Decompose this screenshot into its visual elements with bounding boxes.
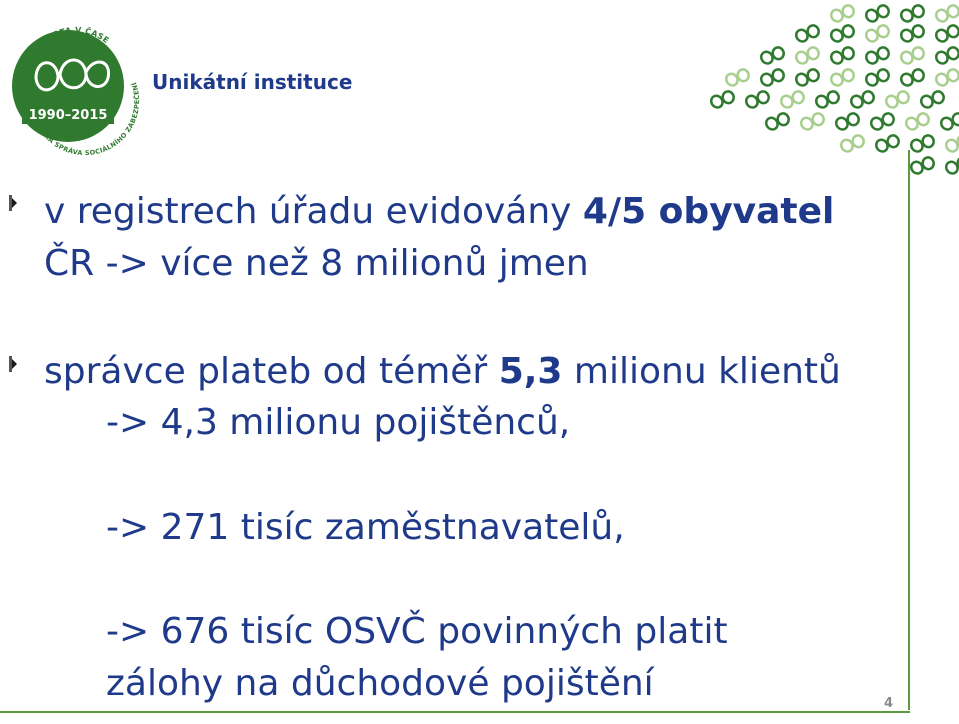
logo-years: 1990–2015	[28, 108, 108, 123]
tree-trunk-line	[908, 150, 910, 710]
bullet-icon	[8, 195, 18, 211]
leaf-icon	[840, 134, 866, 153]
leaf-icon	[910, 156, 936, 175]
leaf-icon	[935, 68, 959, 87]
slide-header-title: Unikátní instituce	[152, 70, 353, 94]
leaf-icon	[795, 68, 821, 87]
leaf-icon	[830, 4, 856, 23]
leaf-icon	[935, 4, 959, 23]
leaf-icon	[795, 24, 821, 43]
page-number: 4	[884, 696, 894, 711]
leaf-icon	[710, 90, 736, 109]
leaf-icon	[865, 4, 891, 23]
leaf-icon	[910, 134, 936, 153]
bullet-2-sub-2: -> 271 tisíc zaměstnavatelů,	[106, 507, 625, 548]
leaf-icon	[935, 24, 959, 43]
leaf-icon	[945, 156, 959, 175]
bullet-1-line-1: v registrech úřadu evidovány 4/5 obyvatel	[44, 191, 835, 232]
logo-arc-bottom: ČESKÁ SPRÁVA SOCIÁLNÍHO ZABEZPEČENÍ	[34, 80, 142, 156]
leaf-icon	[900, 4, 926, 23]
bullet-2-sub-3a: -> 676 tisíc OSVČ povinných platit	[106, 611, 728, 652]
leaf-icon	[830, 46, 856, 65]
leaf-icon	[765, 112, 791, 131]
leaf-icon	[865, 68, 891, 87]
leaf-icon	[900, 46, 926, 65]
leaf-icon	[830, 68, 856, 87]
leaf-icon	[795, 46, 821, 65]
leaf-icon	[940, 112, 959, 131]
leaf-icon	[850, 90, 876, 109]
leaf-icon	[935, 46, 959, 65]
leaf-icon	[745, 90, 771, 109]
leaf-icon	[865, 46, 891, 65]
leaf-icon	[760, 68, 786, 87]
leaf-icon	[945, 134, 959, 153]
leaf-icon	[760, 46, 786, 65]
bullet-2-line-1: správce plateb od téměř 5,3 milionu klientů	[44, 351, 841, 392]
leaf-icon	[865, 24, 891, 43]
leaf-icon	[830, 24, 856, 43]
leaf-icon	[900, 24, 926, 43]
leaf-icon	[815, 90, 841, 109]
leaf-icon	[920, 90, 946, 109]
leaves-decoration	[589, 0, 959, 190]
bullet-2-sub-1: -> 4,3 milionu pojištěnců,	[106, 402, 571, 443]
cssz-logo	[6, 16, 146, 156]
leaf-icon	[870, 112, 896, 131]
bottom-divider	[0, 711, 910, 713]
leaf-icon	[885, 90, 911, 109]
leaf-icon	[800, 112, 826, 131]
leaf-icon	[780, 90, 806, 109]
leaf-icon	[905, 112, 931, 131]
logo-arc-top: VAŠE JISTOTA V ČASE	[21, 25, 111, 75]
bullet-2-sub-3b: zálohy na důchodové pojištění	[106, 663, 654, 704]
leaf-icon	[835, 112, 861, 131]
bullet-icon	[8, 356, 18, 372]
leaf-icon	[875, 134, 901, 153]
leaf-icon	[900, 68, 926, 87]
leaf-icon	[725, 68, 751, 87]
bullet-1-line-2: ČR -> více než 8 milionů jmen	[44, 243, 589, 284]
